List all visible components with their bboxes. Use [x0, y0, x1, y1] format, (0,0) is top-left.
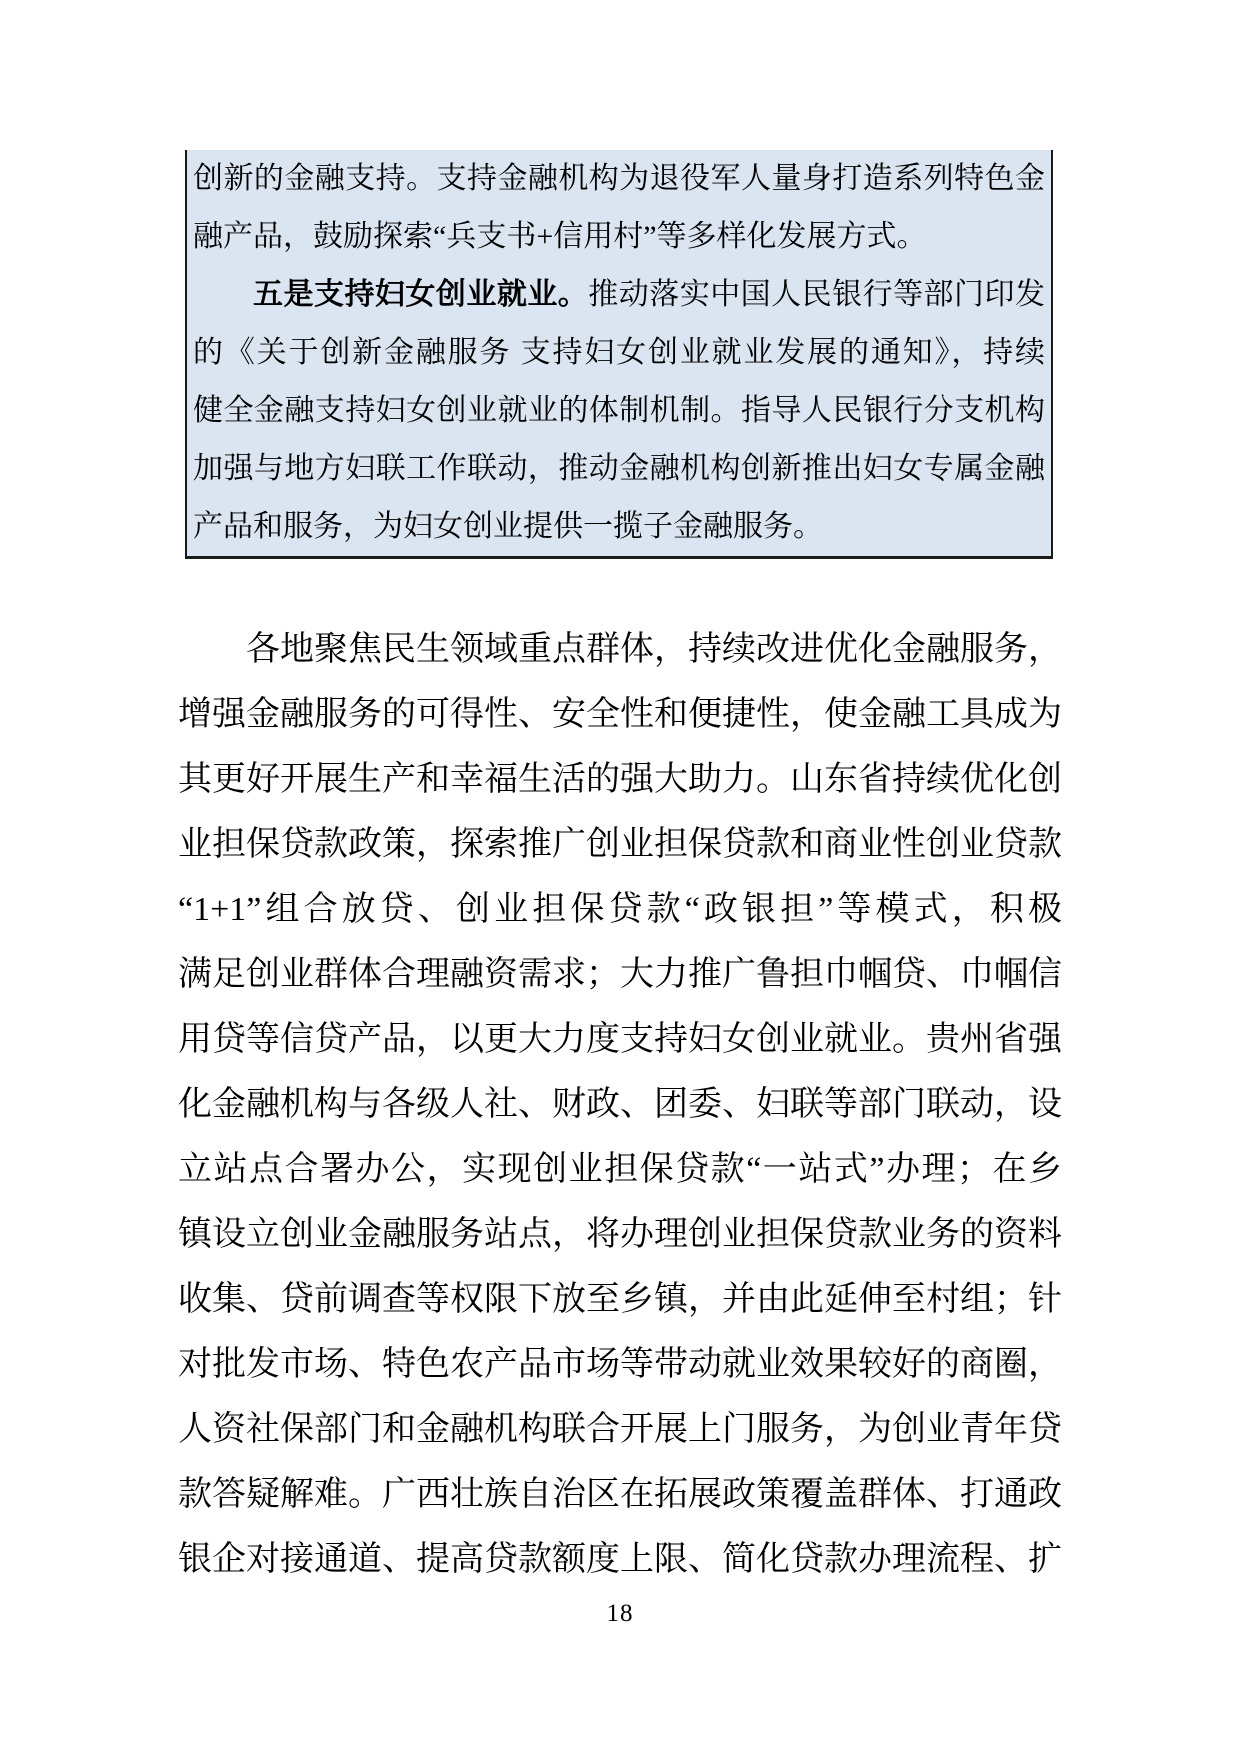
highlighted-text-box	[185, 150, 1053, 559]
box-text-segment: 创新的金融支持。支持金融机构为退役军人量身打造系列特色金	[193, 162, 1045, 195]
body-text-line: 人资社保部门和金融机构联合开展上门服务，为创业青年贷	[178, 1411, 1062, 1448]
box-text-segment: 融产品，鼓励探索“兵支书+信用村”等多样化发展方式。	[193, 220, 927, 253]
body-text-line: 立站点合署办公，实现创业担保贷款“一站式”办理；在乡	[178, 1151, 1062, 1188]
box-text-segment: 加强与地方妇联工作联动，推动金融机构创新推出妇女专属金融	[193, 452, 1045, 485]
body-text-line: “1+1”组合放贷、创业担保贷款“政银担”等模式，积极	[178, 891, 1062, 928]
body-text-line: 各地聚焦民生领域重点群体，持续改进优化金融服务，	[246, 631, 1062, 668]
box-text-segment: 的《关于创新金融服务 支持妇女创业就业发展的通知》，持续	[193, 336, 1045, 369]
box-text-segment: 推动落实中国人民银行等部门印发	[588, 278, 1045, 311]
box-text-line	[193, 382, 1045, 440]
box-text-bold-segment: 五是支持妇女创业就业。	[253, 278, 589, 311]
body-text-line: 增强金融服务的可得性、安全性和便捷性，使金融工具成为	[178, 696, 1062, 733]
box-text-line	[193, 440, 1045, 498]
box-text-line	[193, 498, 1045, 556]
page-footer	[0, 1600, 1240, 1628]
body-text-line: 用贷等信贷产品，以更大力度支持妇女创业就业。贵州省强	[178, 1021, 1062, 1058]
body-text-line: 业担保贷款政策，探索推广创业担保贷款和商业性创业贷款	[178, 826, 1062, 863]
body-text-line: 款答疑解难。广西壮族自治区在拓展政策覆盖群体、打通政	[178, 1476, 1062, 1513]
body-text-line: 镇设立创业金融服务站点，将办理创业担保贷款业务的资料	[178, 1216, 1062, 1253]
body-text-line: 对批发市场、特色农产品市场等带动就业效果较好的商圈，	[178, 1346, 1062, 1383]
body-text-line: 满足创业群体合理融资需求；大力推广鲁担巾帼贷、巾帼信	[178, 956, 1062, 993]
box-text-line	[193, 324, 1045, 382]
page-number: 18	[606, 1600, 634, 1627]
box-text-line	[193, 208, 1045, 266]
box-text-segment: 健全金融支持妇女创业就业的体制机制。指导人民银行分支机构	[193, 394, 1045, 427]
box-text-segment: 产品和服务，为妇女创业提供一揽子金融服务。	[193, 510, 823, 543]
box-text-line	[193, 266, 1045, 324]
body-text-line: 化金融机构与各级人社、财政、团委、妇联等部门联动，设	[178, 1086, 1062, 1123]
body-paragraph	[178, 617, 1062, 1592]
box-text-line	[193, 150, 1045, 208]
body-text-line: 收集、贷前调查等权限下放至乡镇，并由此延伸至村组；针	[178, 1281, 1062, 1318]
body-text-line: 其更好开展生产和幸福生活的强大助力。山东省持续优化创	[178, 761, 1062, 798]
body-text-line: 银企对接通道、提高贷款额度上限、简化贷款办理流程、扩	[178, 1541, 1062, 1578]
